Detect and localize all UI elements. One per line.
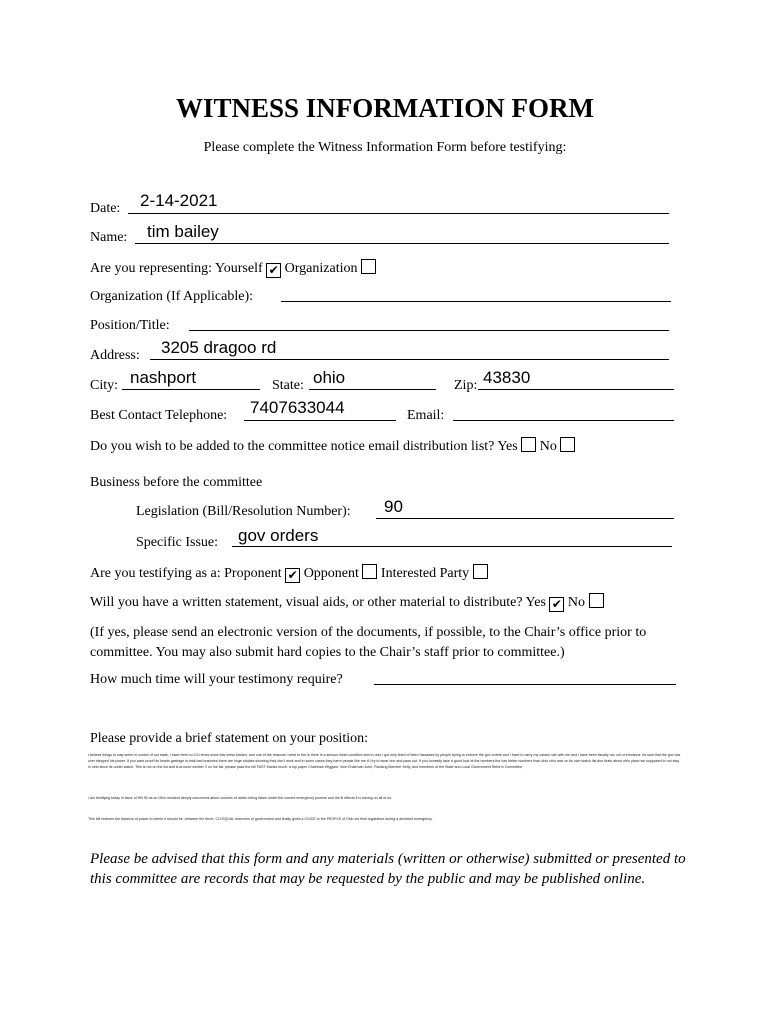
yourself-checkbox[interactable]: ✔	[266, 263, 281, 278]
interested-party-label: Interested Party	[380, 566, 470, 581]
organization-checkbox[interactable]	[361, 259, 376, 274]
testifying-row	[90, 564, 488, 583]
date-field[interactable]: 2-14-2021	[140, 191, 218, 210]
position-label: Position/Title:	[90, 318, 170, 333]
business-heading: Business before the committee	[90, 475, 263, 490]
phone-line	[244, 420, 396, 421]
state-field[interactable]: ohio	[313, 368, 346, 387]
proponent-checkbox[interactable]: ✔	[285, 568, 300, 583]
city-line	[122, 389, 260, 390]
if-yes-note: (If yes, please send an electronic version of the documents, if possible, to the Chair’s office prior to committee. You may also submit hard copies to the Chair’s staff prior to committee.)	[90, 625, 647, 660]
city-field[interactable]: nashport	[130, 368, 197, 387]
opponent-label: Opponent	[303, 566, 359, 581]
email-label: Email:	[407, 408, 445, 423]
form-title: WITNESS INFORMATION FORM	[175, 93, 595, 123]
interested-party-checkbox[interactable]	[473, 564, 488, 579]
testifying-label: Are you testifying as a: Proponent	[90, 566, 282, 581]
statement-heading: Please provide a brief statement on your position:	[90, 731, 368, 746]
statement-paragraph-1: I believe things to way seem in control of our state, I have been to ICU times since this mess started, and one of the reasons I went to the is there is a serious heart condition and in ohio I got only fined of been harassed by people trying to enforce the gov orders and I have to carry my values rule with me and I have been fiscally ran out of emotions. Its said that the gov has over stepped his power. If you want proof his heads garbage is total bad business there are huge studies showing they don't work and in some cases they harm people like me if I try to wear one and pass out. If you honestly take a good look at the numbers the has better numbers than ohio ohio was on its own watch list due thats about ohio place we supposed to not stay in ohio since its under watch. This is not on the list and is around number 3 on the list. please pass the bill FAST thanks much. a top paper Chairman Wiggam, Vice Chairman John, Ranking Member Kelly, and members of the State and Local Government Reform Committee,	[88, 753, 681, 769]
address-field[interactable]: 3205 dragoo rd	[161, 338, 277, 357]
zip-label: Zip:	[454, 378, 478, 393]
state-label: State:	[272, 378, 304, 393]
legislation-label: Legislation (Bill/Resolution Number):	[136, 504, 351, 519]
phone-label: Best Contact Telephone:	[90, 408, 228, 423]
org-field[interactable]	[281, 301, 671, 302]
statement-paragraph-2: I am testifying today in favor of HB 90 as an Ohio resident deeply concerned about courses of action being taken under the current emergency powers and the ill effects it is having on all of us.	[88, 796, 392, 800]
issue-label: Specific Issue:	[136, 535, 219, 550]
address-line	[150, 359, 669, 360]
distribution-row	[90, 437, 575, 455]
issue-line	[232, 546, 672, 547]
representing-row	[90, 259, 376, 278]
legislation-field[interactable]: 90	[384, 497, 403, 516]
zip-field[interactable]: 43830	[483, 368, 531, 387]
distribution-yes-checkbox[interactable]	[521, 437, 536, 452]
statement-paragraph-3: This bill restores the balance of power to where it should be, between the three, CO-EQUAL branches of government and finally gives a VOICE to the PEOPLE of Ohio via their legislators during a declared emergency.	[88, 817, 433, 821]
org-label: Organization (If Applicable):	[90, 289, 254, 304]
legislation-line	[376, 518, 674, 519]
time-field[interactable]	[374, 684, 676, 685]
city-label: City:	[90, 378, 119, 393]
distribution-question: Do you wish to be added to the committee notice email distribution list? Yes	[90, 439, 518, 454]
date-label: Date:	[90, 201, 121, 216]
state-line	[309, 389, 436, 390]
written-no-checkbox[interactable]	[589, 593, 604, 608]
representing-label: Are you representing: Yourself	[90, 261, 263, 276]
zip-line	[478, 389, 674, 390]
issue-field[interactable]: gov orders	[238, 526, 319, 545]
written-question: Will you have a written statement, visual aids, or other material to distribute? Yes	[90, 595, 546, 610]
position-field[interactable]	[189, 330, 669, 331]
address-label: Address:	[90, 348, 140, 363]
written-no-label: No	[567, 595, 586, 610]
time-label: How much time will your testimony require?	[90, 672, 343, 687]
name-line	[135, 243, 669, 244]
name-label: Name:	[90, 230, 128, 245]
name-field[interactable]: tim bailey	[147, 222, 219, 241]
written-yes-checkbox[interactable]: ✔	[549, 597, 564, 612]
phone-field[interactable]: 7407633044	[250, 398, 345, 417]
distribution-no-label: No	[539, 439, 557, 454]
opponent-checkbox[interactable]	[362, 564, 377, 579]
email-field[interactable]	[453, 420, 674, 421]
date-line	[128, 213, 669, 214]
form-subtitle: Please complete the Witness Information Form before testifying:	[203, 140, 567, 155]
written-row	[90, 593, 604, 612]
organization-option-label: Organization	[284, 261, 358, 276]
distribution-no-checkbox[interactable]	[560, 437, 575, 452]
public-records-notice: Please be advised that this form and any materials (written or otherwise) submitted or presented to this committee are records that may be requested by the public and may be published online.	[90, 851, 686, 887]
